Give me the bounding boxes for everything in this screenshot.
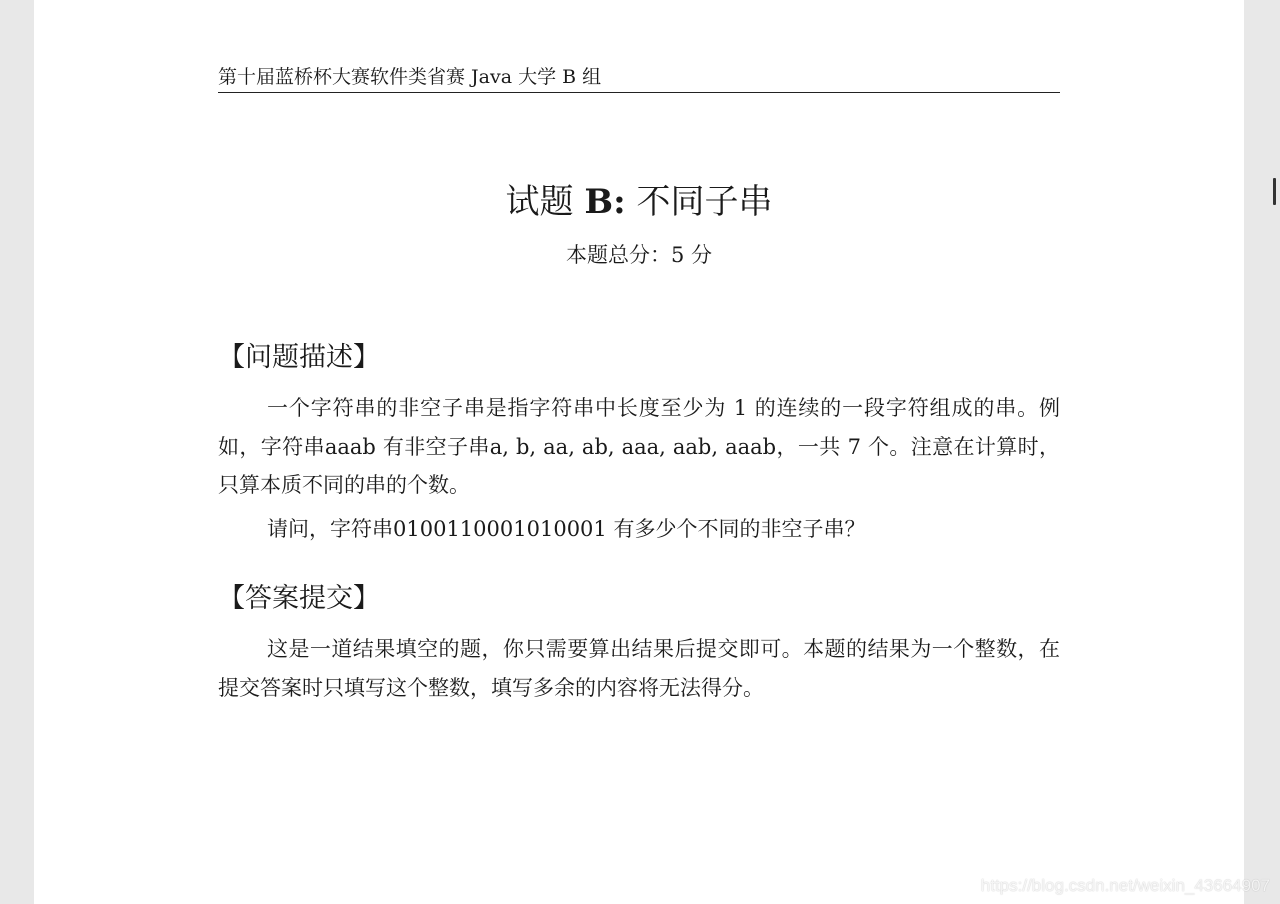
submission-paragraph: 这是一道结果填空的题，你只需要算出结果后提交即可。本题的结果为一个整数，在提交答案时只填写这个整数，填写多余的内容将无法得分。 <box>218 637 1060 700</box>
problem-title-letter: B: <box>584 182 626 222</box>
description-paragraph: 一个字符串的非空子串是指字符串中长度至少为 1 的连续的一段字符组成的串。例如，字符串aaab 有非空子串a, b, aa, ab, aaa, aab, aaab，一共 7 个。注意在计算时，只算本质不同的串的个数。 <box>218 396 1060 497</box>
section-heading-submission: 【答案提交】 <box>218 583 380 614</box>
problem-title <box>218 180 1060 224</box>
problem-score: 本题总分：5 分 <box>565 243 713 267</box>
question-paragraph: 请问，字符串0100110001010001 有多少个不同的非空子串？ <box>267 517 866 541</box>
document-page <box>34 0 1244 904</box>
section-heading-description: 【问题描述】 <box>218 342 380 373</box>
running-header: 第十届蓝桥杯大赛软件类省赛 Java 大学 B 组 <box>218 64 1060 93</box>
problem-title-name: 不同子串 <box>636 182 773 222</box>
scrollbar-thumb[interactable] <box>1273 178 1276 205</box>
problem-title-prefix: 试题 <box>505 182 574 222</box>
watermark: https://blog.csdn.net/weixin_43664907 <box>980 876 1270 895</box>
